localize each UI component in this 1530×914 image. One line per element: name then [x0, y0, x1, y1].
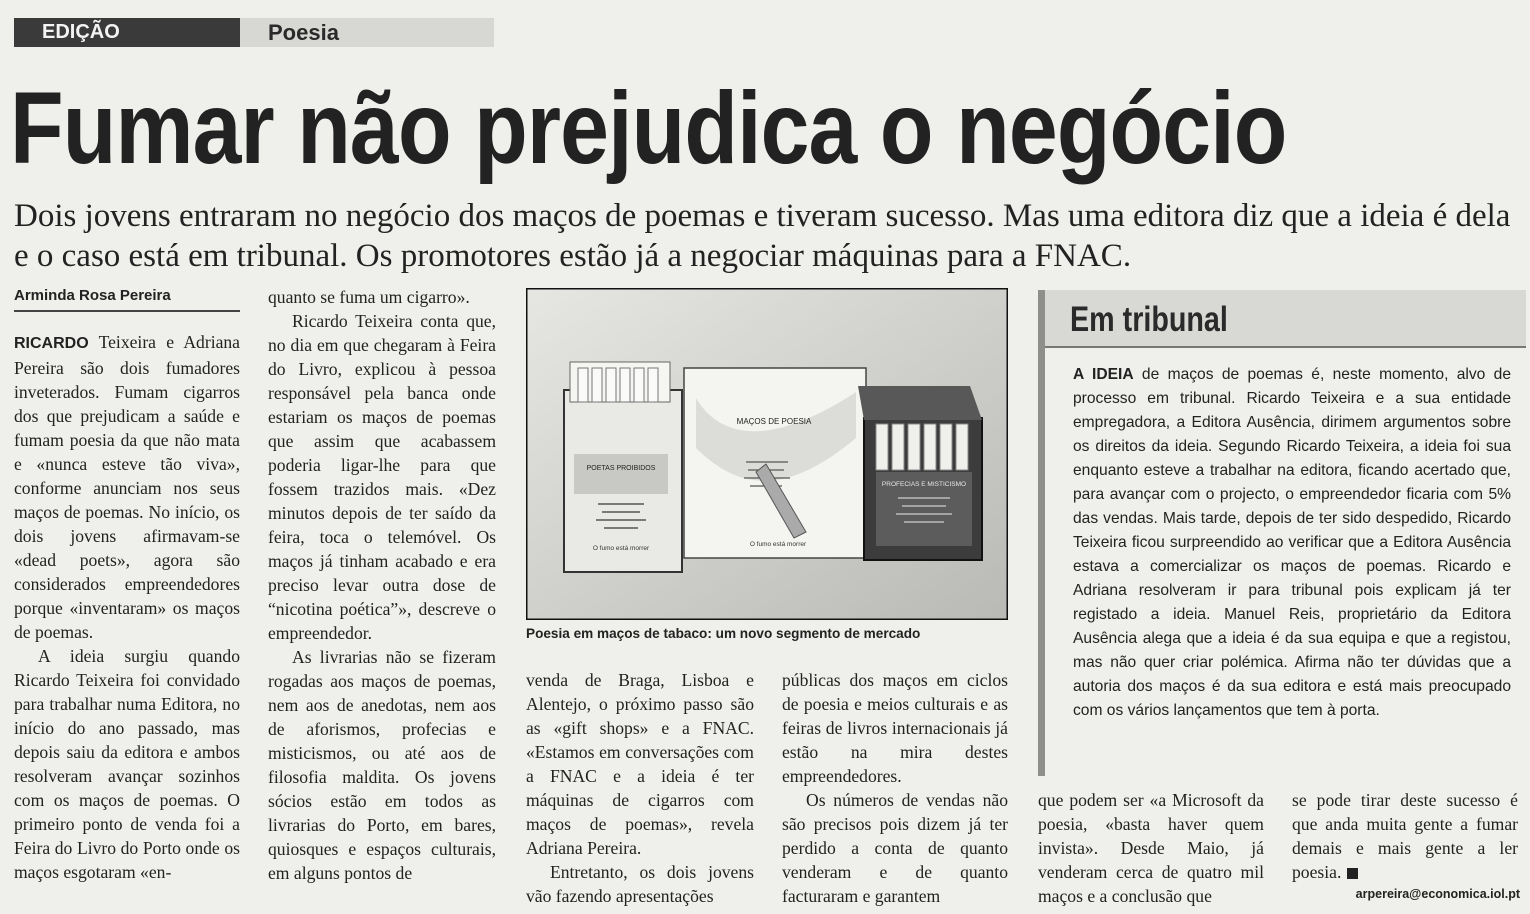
pack-1-label: POETAS PROIBIDOS	[586, 465, 656, 472]
paragraph: Ricardo Teixeira conta que, no dia em que chegaram à Feira do Livro, explicou à pessoa responsável pela banca onde estariam os maços de poemas que assim que acabassem poderia ligar-lhe para que fossem trazidos mais. «Dez minutos depois de ter saído da feira, toca o telemóvel. Os maços já tinham acabado e era preciso levar outra dose de “nicotina poética”», descreve o empreendedor.	[268, 311, 496, 643]
sidebar-text: de maços de poemas é, neste momento, alvo de processo em tribunal. Ricardo Teixeira e a sua entidade empregadora, a Editora Ausência, dirimem argumentos sobre os direitos da ideia. Segundo Ricardo Teixeira, a ideia foi sua enquanto esteve a trabalhar na editora, ficando acertado que, para avançar com o projecto, o empreendedor ficaria com 5% das vendas. Mais tarde, depois de ter sido despedido, Ricardo Teixeira ficou surpreendido ao verificar que a Editora Ausência estava a comercializar os maços de poemas. Ricardo e Adriana resolveram ir para tribunal pois explicam já ter registado a ideia. Manuel Reis, proprietário da Editora Ausência alega que a ideia é da sua equipa e que a registou, mas não quer criar polémica. Afirma não ter dúvidas que a autoria dos maços é da sua editora e está mais preocupado com os vários lançamentos que tem à porta.	[1073, 366, 1511, 719]
photo-caption: Poesia em maços de tabaco: um novo segmento de mercado	[526, 626, 921, 641]
sidebar-title: Em tribunal	[1070, 300, 1228, 339]
pack-2-footer: O fumo está morrer	[749, 541, 807, 548]
section-tag: EDIÇÃO	[14, 18, 240, 47]
headline: Fumar não prejudica o negócio	[10, 71, 1287, 185]
paragraph-text: Teixeira e Adriana Pereira são dois fumadores inveterados. Fumam cigarros dos que prejudicam a saúde e fumam poesia da que não mata e «nunca esteve tão viva», conforme anunciam nos seus maços de poemas. No início, os dois jovens afirmavam-se «dead poets», agora são considerados empreendedores porque «inventaram» os maços de poemas.	[14, 332, 240, 642]
pack-2-label: MAÇOS DE POESIA	[736, 417, 812, 426]
paragraph: quanto se fuma um cigarro».	[268, 287, 470, 307]
paragraph-text: se pode tirar deste sucesso é que anda muita gente a fumar demais e mais gente a ler poesia.	[1292, 790, 1518, 882]
sidebar-border	[1038, 290, 1045, 776]
paragraph	[14, 330, 240, 644]
paragraph: que podem ser «a Microsoft da poesia, «basta haver quem invista». Desde Maio, já venderam cerca de quatro mil maços e a conclusão que	[1038, 790, 1264, 906]
article-column-2	[268, 285, 496, 885]
product-photo	[526, 288, 1008, 620]
lede: Dois jovens entraram no negócio dos maços de poemas e tiveram sucesso. Mas uma editora diz que a ideia é dela e o caso está em tribunal. Os promotores estão já a negociar máquinas para a FNAC.	[14, 198, 1511, 274]
sidebar-body	[1073, 363, 1511, 723]
article-column-5	[1038, 788, 1264, 908]
paragraph: públicas dos maços em ciclos de poesia e meios culturais e as feiras de livros internacionais já estão na mira destes empreendedores.	[782, 670, 1008, 786]
lead-runin: RICARDO	[14, 335, 89, 352]
paragraph: Os números de vendas não são precisos pois dizem já ter perdido a conta de quanto venderam e de quanto facturaram e garantem	[782, 790, 1008, 906]
paragraph	[1292, 788, 1518, 884]
paragraph: venda de Braga, Lisboa e Alentejo, o próximo passo são as «gift shops» e a FNAC. «Estamos em conversações com a FNAC e a ideia é ter máquinas de cigarros com maços de poemas», revela Adriana Pereira.	[526, 670, 754, 858]
byline-rule	[14, 310, 240, 312]
cigarette-packs-image	[526, 288, 1008, 620]
article-column-1	[14, 330, 240, 884]
byline: Arminda Rosa Pereira	[14, 287, 171, 304]
article-column-6	[1292, 788, 1518, 884]
pack-3-label: PROFECIAS E MISTICISMO	[881, 481, 967, 488]
paragraph: As livrarias não se fizeram rogadas aos maços de poemas, nem aos de anedotas, nem aos de aforismos, profecias e misticismos, ou até aos de filosofia maldita. Os jovens sócios estão em todos as livrarias do Porto, em bares, quiosques e espaços culturais, em alguns pontos de	[268, 647, 496, 883]
paragraph: Entretanto, os dois jovens vão fazendo apresentações	[526, 862, 754, 906]
article-column-3	[526, 668, 754, 908]
sidebar-runin: A IDEIA	[1073, 366, 1134, 383]
pack-1-footer: O fumo está morrer	[592, 545, 650, 552]
section-name: Poesia	[268, 20, 339, 45]
author-email: arpereira@economica.iol.pt	[1355, 887, 1520, 901]
end-mark-icon	[1347, 868, 1358, 879]
paragraph: A ideia surgiu quando Ricardo Teixeira foi convidado para trabalhar numa Editora, no início do ano passado, mas depois saiu da editora e ambos resolveram avançar sozinhos com os maços de poemas. O primeiro ponto de venda foi a Feira do Livro do Porto onde os maços esgotaram «en-	[14, 646, 240, 882]
article-column-4	[782, 668, 1008, 908]
